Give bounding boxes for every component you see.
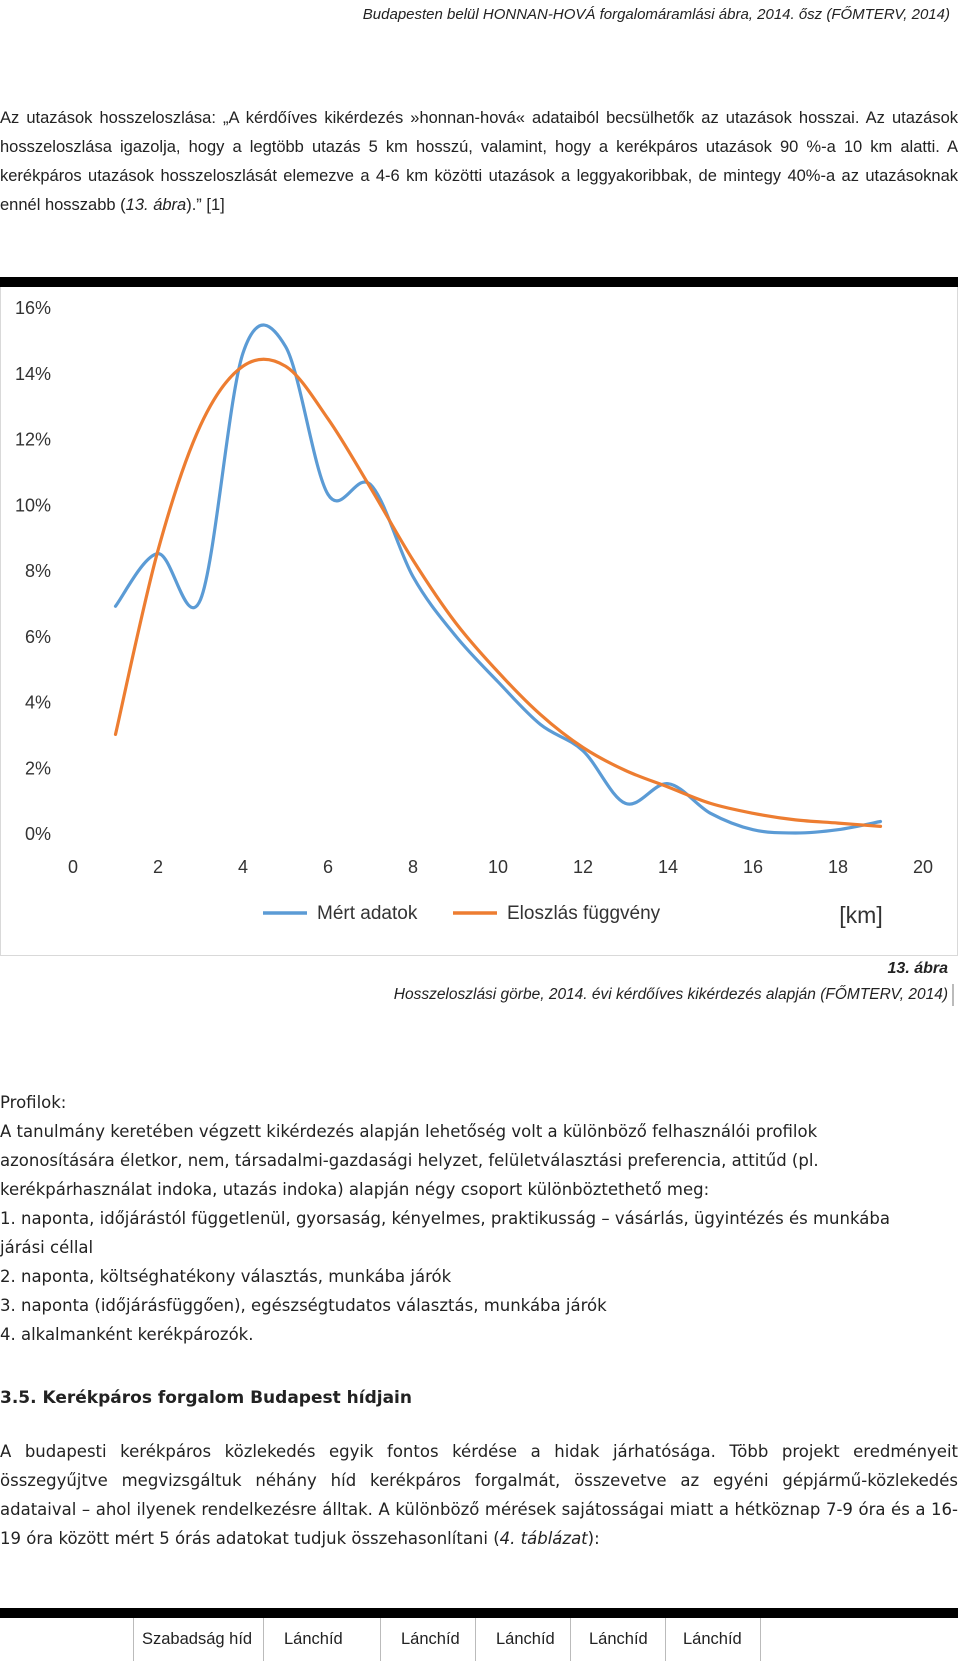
y-tick-label: 4% — [24, 692, 51, 713]
y-tick-label: 0% — [24, 824, 51, 844]
column-header-lanchid-4: Lánchíd — [589, 1630, 648, 1648]
profiles-section — [0, 1088, 958, 1349]
figure-reference[interactable]: 13. ábra — [125, 196, 187, 214]
profiles-line: kerékpárhasználat indoka, utazás indoka) alapján négy csoport különböztethető meg: — [0, 1180, 710, 1199]
x-tick-label: 4 — [237, 857, 249, 877]
y-tick-label: 12% — [14, 429, 51, 450]
column-divider — [570, 1618, 571, 1661]
y-tick-label: 6% — [24, 626, 51, 647]
column-header-szabadsag: Szabadság híd — [142, 1630, 253, 1648]
column-divider — [475, 1618, 476, 1661]
profiles-heading: Profilok: — [0, 1093, 67, 1112]
x-tick-label: 2 — [152, 857, 164, 877]
x-axis-label: [km] — [839, 902, 883, 928]
y-tick-label: 8% — [24, 561, 51, 581]
bridges-paragraph — [0, 1437, 958, 1553]
column-divider — [380, 1618, 381, 1661]
column-divider — [665, 1618, 666, 1661]
x-tick-label: 18 — [827, 857, 849, 877]
intro-text: Az utazások hosszeloszlása: „A kérdőíves kikérdezés »honnan-hová« adataiból becsülhetők az utazások hosszai. Az utazások hosszeloszlása igazolja, hogy a legtöbb utazás 5 km hosszú, valamint, hogy a kerékpáros utazások 90 %-a 10 km alatti. A kerékpáros utazások hosszeloszlását elemezve a 4-6 km közötti utazások a leggyakoribbak, de mintegy 40%-a az utazásoknak ennél hosszabb ( — [0, 109, 958, 214]
figure-number: 13. ábra — [887, 960, 948, 977]
table-top-bar — [0, 1608, 958, 1618]
profiles-list-item: 3. naponta (időjárásfüggően), egészségtudatos választás, munkába járók — [0, 1296, 607, 1315]
legend-label: Eloszlás függvény — [507, 903, 661, 924]
profiles-list-item: 4. alkalmanként kerékpározók. — [0, 1325, 254, 1344]
profiles-list-item: 2. naponta, költséghatékony választás, munkába járók — [0, 1267, 452, 1286]
x-tick-label: 0 — [67, 857, 79, 877]
intro-paragraph — [0, 104, 958, 220]
bridges-text-end: ): — [587, 1529, 600, 1548]
x-tick-label: 10 — [487, 857, 509, 877]
length-distribution-chart — [1, 287, 957, 955]
column-divider — [263, 1618, 264, 1661]
x-tick-label: 12 — [572, 857, 594, 877]
caption-divider — [952, 984, 954, 1006]
column-divider — [760, 1618, 761, 1661]
profiles-list-item-cont: járási céllal — [0, 1238, 94, 1257]
series-line-measured — [116, 325, 881, 833]
profiles-line: azonosítására életkor, nem, társadalmi-gazdasági helyzet, felületválasztási preferencia, attitűd (pl. — [0, 1151, 819, 1170]
intro-text-end: ).” [1] — [186, 196, 225, 214]
y-tick-label: 10% — [14, 495, 51, 516]
table-reference[interactable]: 4. táblázat — [499, 1529, 588, 1548]
column-header-lanchid-2: Lánchíd — [401, 1630, 460, 1648]
chart-frame — [0, 287, 958, 956]
column-divider — [133, 1618, 134, 1661]
column-header-lanchid-5: Lánchíd — [683, 1630, 742, 1648]
x-tick-label: 14 — [657, 857, 679, 877]
x-tick-label: 20 — [912, 857, 934, 877]
column-header-lanchid-1: Lánchíd — [284, 1630, 343, 1648]
x-tick-label: 8 — [407, 857, 419, 877]
x-tick-label: 6 — [322, 857, 334, 877]
page-header-title: Budapesten belül HONNAN-HOVÁ forgalomáramlási ábra, 2014. ősz (FŐMTERV, 2014) — [362, 6, 950, 23]
legend-label: Mért adatok — [317, 903, 418, 924]
x-tick-label: 16 — [742, 857, 764, 877]
section-heading: 3.5. Kerékpáros forgalom Budapest hídjain — [0, 1388, 412, 1408]
profiles-list-item: 1. naponta, időjárástól függetlenül, gyorsaság, kényelmes, praktikusság – vásárlás, ügyintézés és munkába — [0, 1209, 890, 1228]
chart-top-bar — [0, 277, 958, 287]
column-header-lanchid-3: Lánchíd — [496, 1630, 555, 1648]
profiles-line: A tanulmány keretében végzett kikérdezés alapján lehetőség volt a különböző felhasználói profilok — [0, 1122, 818, 1141]
y-tick-label: 14% — [14, 363, 51, 384]
y-tick-label: 16% — [14, 298, 51, 318]
y-tick-label: 2% — [24, 758, 51, 779]
figure-caption: Hosszeloszlási görbe, 2014. évi kérdőíves kikérdezés alapján (FŐMTERV, 2014) — [393, 986, 948, 1003]
bridge-table-header — [0, 1618, 958, 1661]
bridges-text: A budapesti kerékpáros közlekedés egyik fontos kérdése a hidak járhatósága. Több projekt eredményeit összegyűjtve megvizsgáltuk néhány híd kerékpáros forgalmát, összevetve az egyéni gépjármű-közlekedés adataival – ahol ilyenek rendelkezésre álltak. A különböző mérések sajátosságai miatt a hétköznap 7-9 óra és a 16-19 óra között mért 5 órás adatokat tudjuk összehasonlítani ( — [0, 1442, 958, 1548]
